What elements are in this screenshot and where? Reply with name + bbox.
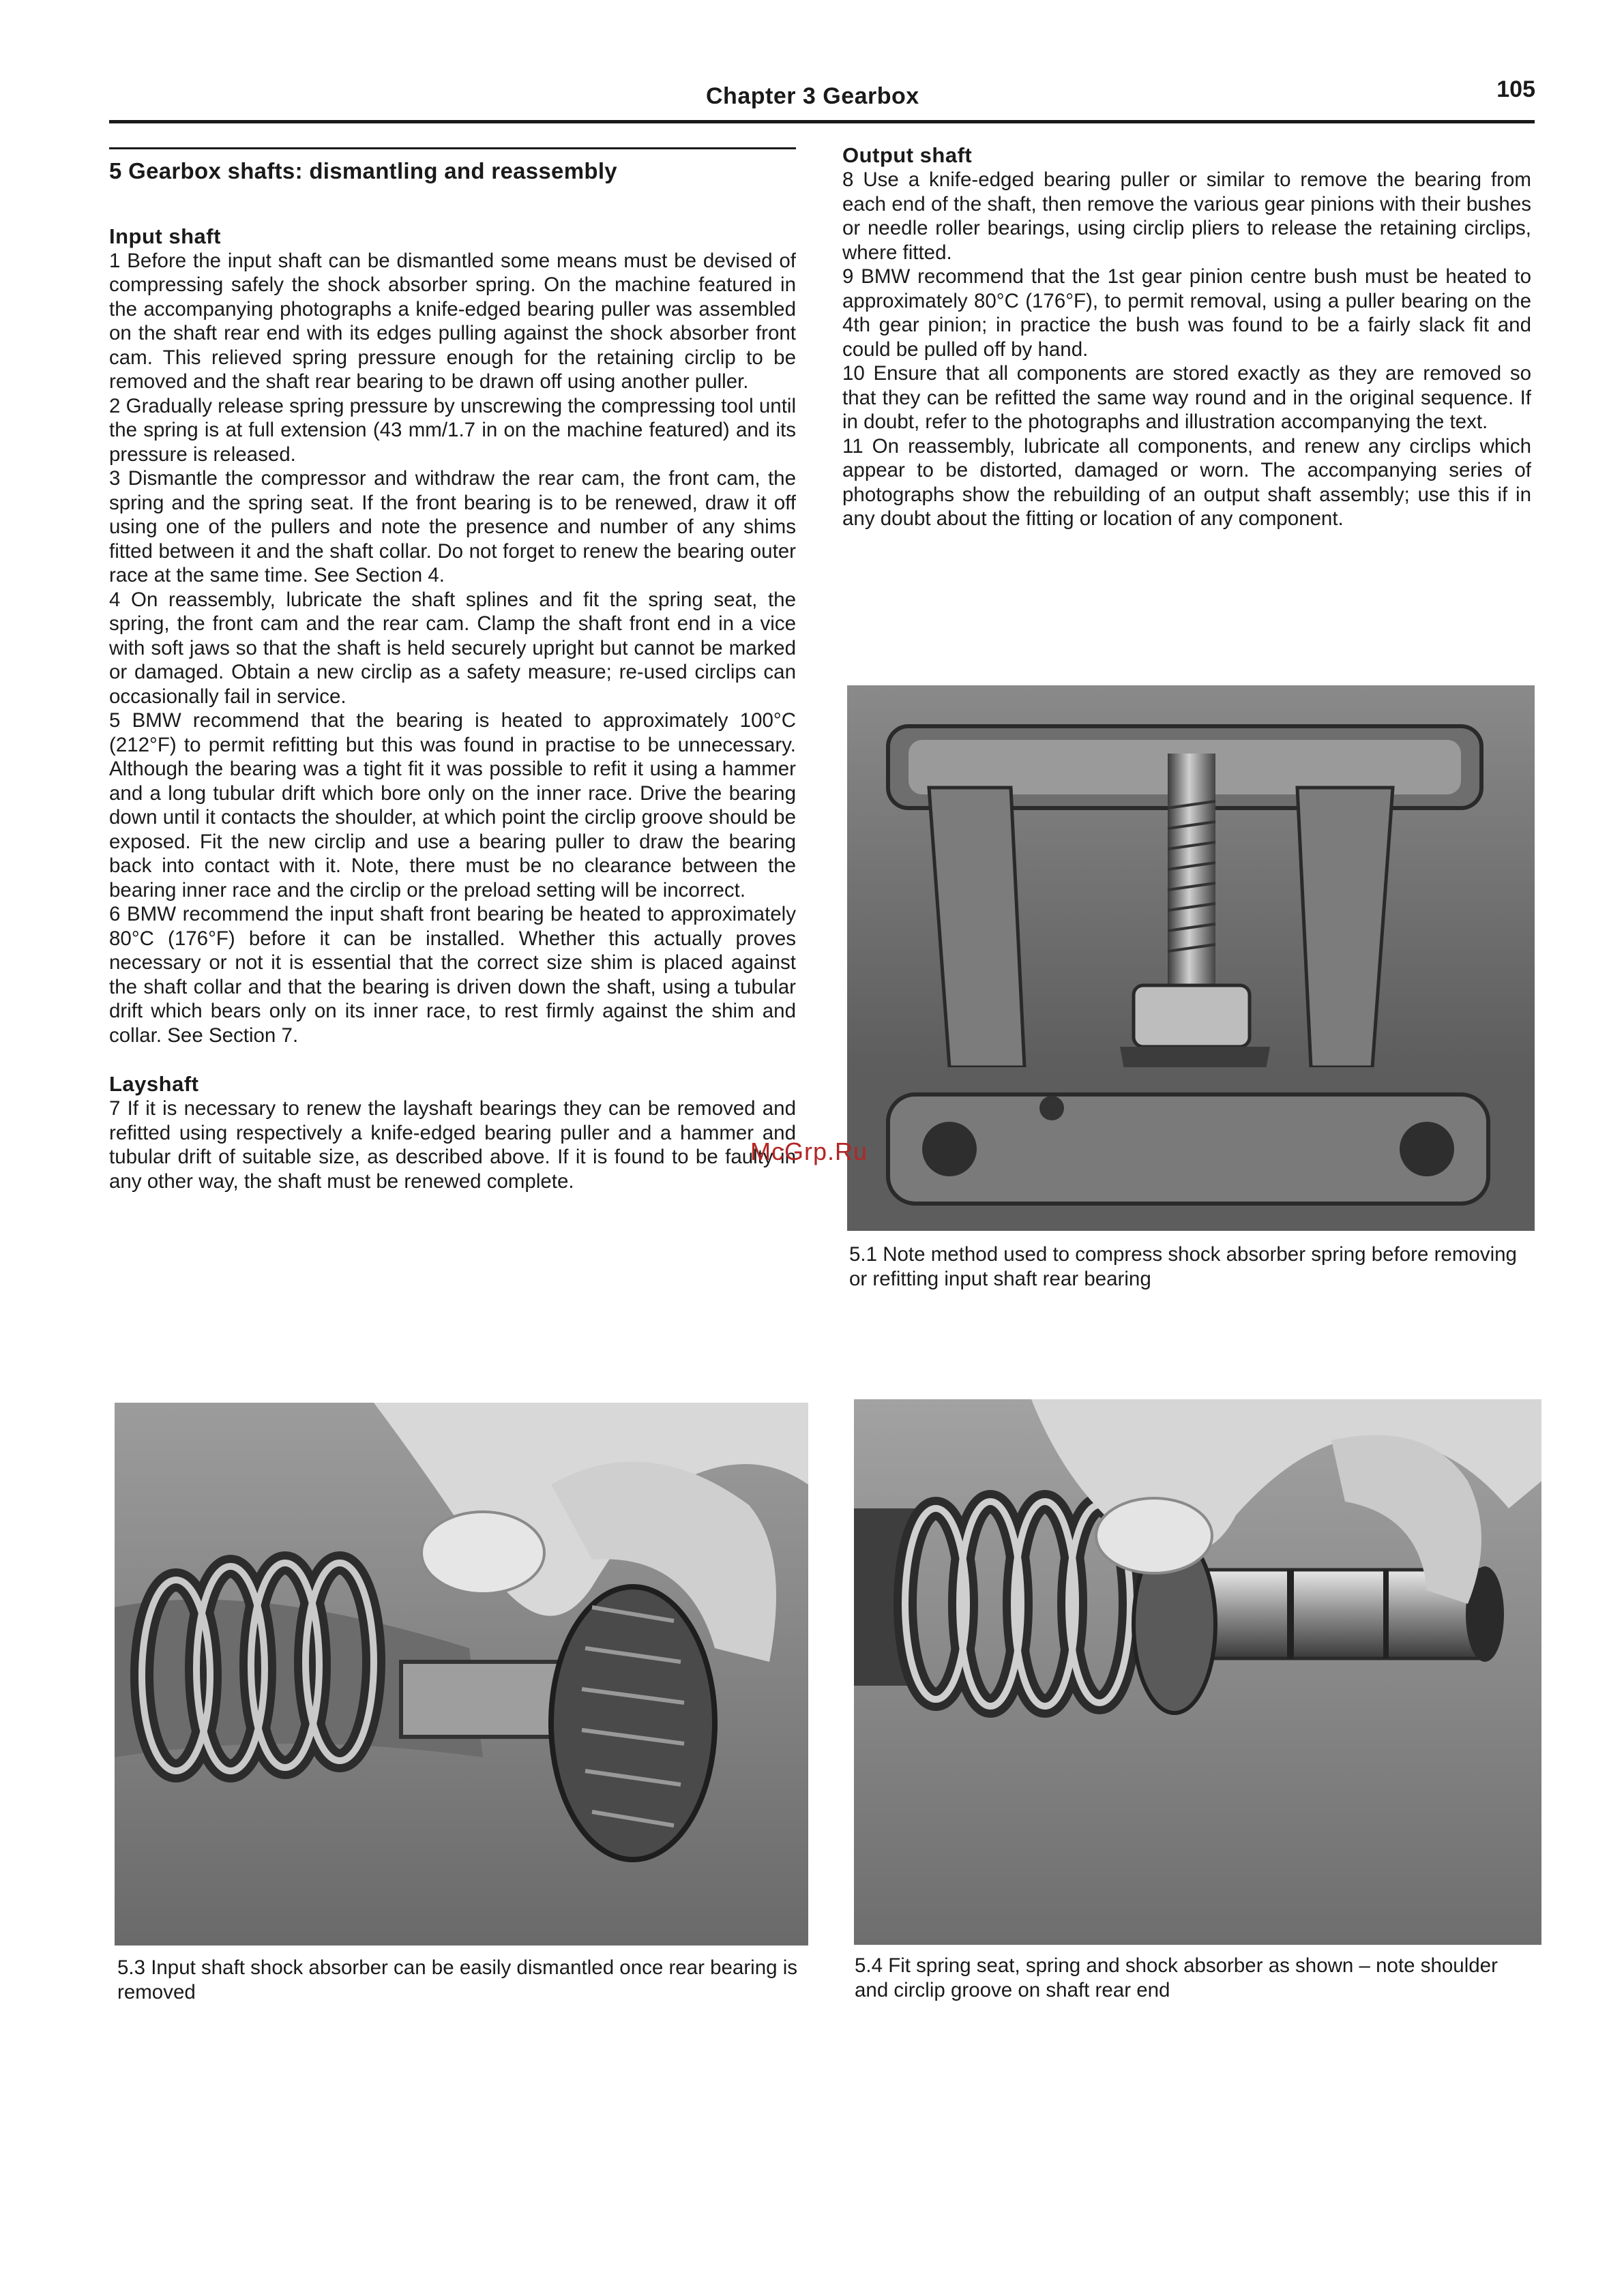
figure-5-1-photo xyxy=(847,685,1535,1231)
paragraph-10: 10 Ensure that all components are stored exactly as they are removed so that they can be refitted the same way round and in the original sequence. If in doubt, refer to the photographs and illustration accompanying the text. xyxy=(842,362,1531,433)
paragraph-9: 9 BMW recommend that the 1st gear pinion centre bush must be heated to approximately 80°C (176°F), to permit removal, using a puller bearing on the 4th gear pinion; in practice the bush was found to be a fairly slack fit and could be pulled off by hand. xyxy=(842,265,1531,361)
figure-5-4-caption: 5.4 Fit spring seat, spring and shock absorber as shown – note shoulder and circlip groove on shaft rear end xyxy=(855,1954,1498,2001)
chapter-title: Chapter 3 Gearbox xyxy=(706,83,919,109)
paragraph-11: 11 On reassembly, lubricate all components, and renew any circlips which appear to be distorted, damaged or worn. The accompanying series of photographs show the rebuilding of an output shaft assembly; use this if in any doubt about the fitting or location of any component. xyxy=(842,434,1531,530)
paragraph-3: 3 Dismantle the compressor and withdraw the rear cam, the front cam, the spring and the spring seat. If the front bearing is to be renewed, draw it off using one of the pullers and note the presence and number of any shims fitted between it and the shaft collar. Do not forget to renew the bearing outer race at the same time. See Section 4. xyxy=(109,467,796,586)
paragraph-4: 4 On reassembly, lubricate the shaft splines and fit the spring seat, the spring, the front cam and the rear cam. Clamp the shaft front end in a vice with soft jaws so that the shaft is held securely upright but cannot be marked or damaged. Obtain a new circlip as a safety measure; re-used circlips can occasionally fail in service. xyxy=(109,588,796,708)
right-text-column xyxy=(842,143,1531,531)
left-text-column xyxy=(109,147,796,1193)
figure-5-3-photo xyxy=(115,1403,808,1945)
section-divider xyxy=(109,147,796,149)
figure-5-1-caption: 5.1 Note method used to compress shock absorber spring before removing or refitting input shaft rear bearing xyxy=(849,1243,1517,1290)
input-shaft-heading: Input shaft xyxy=(109,224,221,248)
header-divider xyxy=(109,120,1535,123)
paragraph-6: 6 BMW recommend the input shaft front bearing be heated to approximately 80°C (176°F) before it can be installed. Whether this actually proves necessary or not it is essential that the correct size shim is placed against the shaft collar and that the bearing is driven down the shaft, using a tubular drift which bears only on its inner race, to rest firmly against the shim and collar. See Section 7. xyxy=(109,903,796,1047)
figure-5-4-photo xyxy=(854,1399,1541,1945)
figure-5-3-caption: 5.3 Input shaft shock absorber can be easily dismantled once rear bearing is removed xyxy=(117,1956,798,2003)
layshaft-heading: Layshaft xyxy=(109,1072,199,1096)
output-shaft-heading: Output shaft xyxy=(842,143,973,167)
paragraph-5: 5 BMW recommend that the bearing is heated to approximately 100°C (212°F) to permit refitting but this was found in practise to be unnecessary. Although the bearing was a tight fit it was possible to refit it using a hammer and a long tubular drift which bore only on the inner race. Drive the bearing down until it contacts the shoulder, at which point the circlip groove should be exposed. Fit the new circlip and use a bearing puller to draw the bearing back into contact with it. Note, there must be no clearance between the bearing inner race and the circlip or the preload setting will be incorrect. xyxy=(109,709,796,901)
paragraph-7: 7 If it is necessary to renew the layshaft bearings they can be removed and refitted using respectively a knife-edged bearing puller and a hammer and tubular drift of suitable size, as described above. If it is found to be faulty in any other way, the shaft must be renewed complete. xyxy=(109,1097,796,1193)
page-number: 105 xyxy=(1496,76,1535,102)
paragraph-2: 2 Gradually release spring pressure by unscrewing the compressing tool until the spring is at full extension (43 mm/1.7 in on the machine featured) and its pressure is released. xyxy=(109,394,796,466)
paragraph-1: 1 Before the input shaft can be dismantled some means must be devised of compressing safely the shock absorber spring. On the machine featured in the accompanying photographs a knife-edged bearing puller was assembled on the shaft rear end with its edges pulling against the shock absorber front cam. This relieved spring pressure enough for the retaining circlip to be removed and the shaft rear bearing to be drawn off using another puller. xyxy=(109,249,796,393)
paragraph-8: 8 Use a knife-edged bearing puller or similar to remove the bearing from each end of the shaft, then remove the various gear pinions with their bushes or needle roller bearings, using circlip pliers to release the retaining circlips, where fitted. xyxy=(842,168,1531,264)
watermark: McGrp.Ru xyxy=(750,1137,868,1165)
section-title: 5 Gearbox shafts: dismantling and reassembly xyxy=(109,158,617,183)
